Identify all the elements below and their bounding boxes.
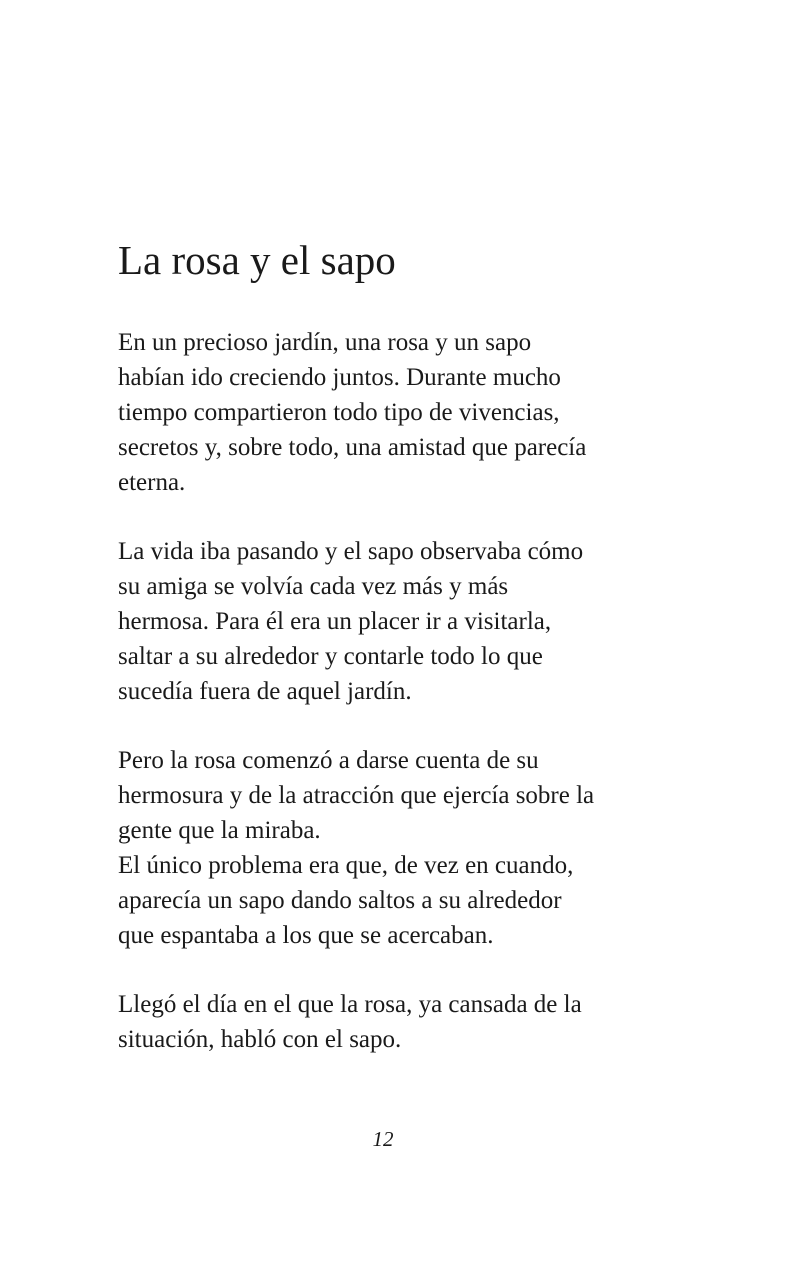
text-line: hermosura y de la atracción que ejercía sobre la bbox=[118, 782, 595, 809]
text-line: Pero la rosa comenzó a darse cuenta de su bbox=[118, 747, 539, 774]
text-line: sucedía fuera de aquel jardín. bbox=[118, 678, 412, 705]
text-line: su amiga se volvía cada vez más y más bbox=[118, 573, 509, 600]
text-line: situación, habló con el sapo. bbox=[118, 1026, 402, 1053]
chapter-title: La rosa y el sapo bbox=[118, 237, 396, 283]
text-line: que espantaba a los que se acercaban. bbox=[118, 922, 494, 949]
text-line: habían ido creciendo juntos. Durante mucho bbox=[118, 364, 561, 391]
paragraph-3 bbox=[118, 743, 678, 953]
text-line: El único problema era que, de vez en cuando, bbox=[118, 852, 574, 879]
chapter-body bbox=[118, 325, 678, 1091]
text-line: Llegó el día en el que la rosa, ya cansada de la bbox=[118, 991, 582, 1018]
text-line: eterna. bbox=[118, 469, 186, 496]
paragraph-1 bbox=[118, 325, 678, 500]
text-line: secretos y, sobre todo, una amistad que parecía bbox=[118, 434, 587, 461]
page-number: 12 bbox=[372, 1127, 394, 1151]
text-line: La vida iba pasando y el sapo observaba cómo bbox=[118, 538, 584, 565]
paragraph-4 bbox=[118, 987, 678, 1057]
text-line: hermosa. Para él era un placer ir a visitarla, bbox=[118, 608, 552, 635]
text-line: gente que la miraba. bbox=[118, 817, 321, 844]
text-line: saltar a su alrededor y contarle todo lo que bbox=[118, 643, 543, 670]
paragraph-2 bbox=[118, 534, 678, 709]
text-line: tiempo compartieron todo tipo de vivencias, bbox=[118, 399, 560, 426]
text-line: aparecía un sapo dando saltos a su alrededor bbox=[118, 887, 562, 914]
text-line: En un precioso jardín, una rosa y un sapo bbox=[118, 329, 532, 356]
